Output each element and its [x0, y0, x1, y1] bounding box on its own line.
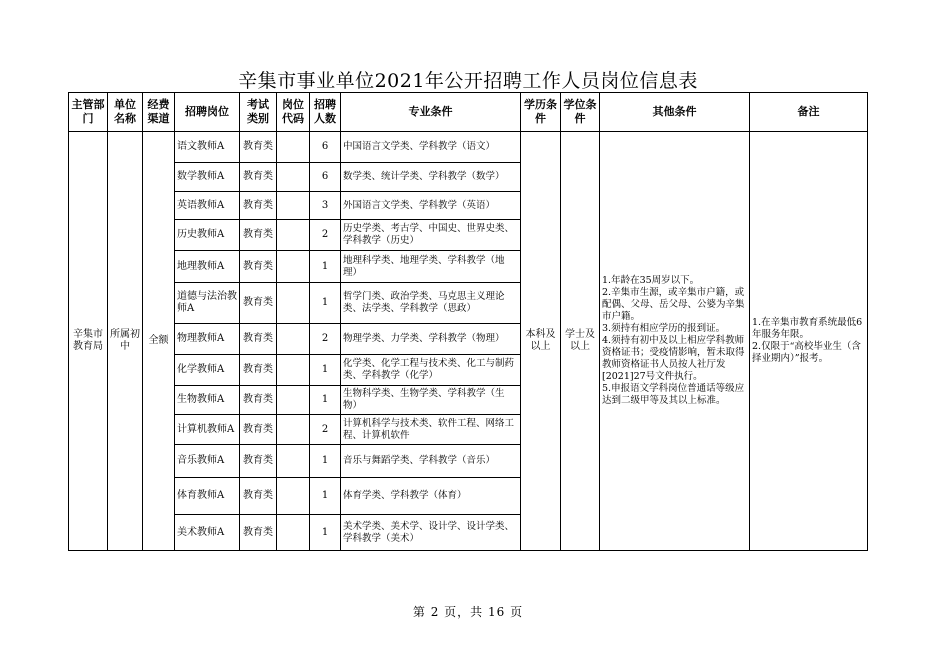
count-cell: 1 [310, 386, 341, 415]
code-cell [277, 192, 310, 220]
code-cell [277, 220, 310, 251]
exam-cell: 教育类 [240, 251, 277, 283]
exam-cell: 教育类 [240, 324, 277, 355]
edu-cell: 本科及以上 [521, 132, 561, 551]
post-cell: 化学教师A [175, 355, 240, 386]
header-post: 招聘岗位 [175, 93, 240, 132]
fund-cell: 全额 [143, 132, 175, 551]
post-cell: 数学教师A [175, 163, 240, 192]
note-cell: 1.在辛集市教育系统最低6年服务年限。 2.仅限于“高校毕业生（含择业期内）”报考。 [750, 132, 868, 551]
header-unit: 单位名称 [108, 93, 143, 132]
count-cell: 1 [310, 445, 341, 478]
dept-cell: 辛集市教育局 [69, 132, 108, 551]
count-cell: 1 [310, 283, 341, 324]
degree-cell: 学士及以上 [561, 132, 600, 551]
post-cell: 物理教师A [175, 324, 240, 355]
exam-cell: 教育类 [240, 445, 277, 478]
code-cell [277, 251, 310, 283]
code-cell [277, 478, 310, 515]
post-cell: 英语教师A [175, 192, 240, 220]
count-cell: 6 [310, 163, 341, 192]
table-row [69, 132, 868, 163]
count-cell: 1 [310, 515, 341, 551]
major-cell: 历史学类、考古学、中国史、世界史类、学科教学（历史） [341, 220, 521, 251]
header-dept: 主管部门 [69, 93, 108, 132]
count-cell: 1 [310, 251, 341, 283]
exam-cell: 教育类 [240, 132, 277, 163]
header-exam: 考试类别 [240, 93, 277, 132]
exam-cell: 教育类 [240, 220, 277, 251]
code-cell [277, 132, 310, 163]
count-cell: 1 [310, 355, 341, 386]
post-cell: 地理教师A [175, 251, 240, 283]
post-cell: 体育教师A [175, 478, 240, 515]
page-footer: 第 2 页，共 16 页 [412, 605, 524, 619]
header-code: 岗位代码 [277, 93, 310, 132]
unit-cell: 所属初中 [108, 132, 143, 551]
major-cell: 物理学类、力学类、学科教学（物理） [341, 324, 521, 355]
major-cell: 音乐与舞蹈学类、学科教学（音乐） [341, 445, 521, 478]
code-cell [277, 324, 310, 355]
exam-cell: 教育类 [240, 386, 277, 415]
major-cell: 哲学门类、政治学类、马克思主义理论类、法学类、学科教学（思政） [341, 283, 521, 324]
major-cell: 生物科学类、生物学类、学科教学（生物） [341, 386, 521, 415]
major-cell: 化学类、化学工程与技术类、化工与制药类、学科教学（化学） [341, 355, 521, 386]
post-cell: 生物教师A [175, 386, 240, 415]
exam-cell: 教育类 [240, 355, 277, 386]
major-cell: 数学类、统计学类、学科教学（数学） [341, 163, 521, 192]
exam-cell: 教育类 [240, 163, 277, 192]
post-cell: 语文教师A [175, 132, 240, 163]
code-cell [277, 355, 310, 386]
code-cell [277, 515, 310, 551]
count-cell: 2 [310, 415, 341, 445]
count-cell: 2 [310, 220, 341, 251]
code-cell [277, 415, 310, 445]
page-title: 辛集市事业单位2021年公开招聘工作人员岗位信息表 [238, 70, 698, 92]
header-edu: 学历条件 [521, 93, 561, 132]
positions-table [68, 92, 868, 551]
exam-cell: 教育类 [240, 515, 277, 551]
code-cell [277, 386, 310, 415]
code-cell [277, 283, 310, 324]
post-cell: 美术教师A [175, 515, 240, 551]
table-header-row [69, 93, 868, 132]
header-degree: 学位条件 [561, 93, 600, 132]
post-cell: 音乐教师A [175, 445, 240, 478]
header-count: 招聘人数 [310, 93, 341, 132]
count-cell: 3 [310, 192, 341, 220]
header-note: 备注 [750, 93, 868, 132]
exam-cell: 教育类 [240, 478, 277, 515]
exam-cell: 教育类 [240, 415, 277, 445]
post-cell: 历史教师A [175, 220, 240, 251]
count-cell: 1 [310, 478, 341, 515]
major-cell: 中国语言文学类、学科教学（语文） [341, 132, 521, 163]
count-cell: 6 [310, 132, 341, 163]
exam-cell: 教育类 [240, 192, 277, 220]
count-cell: 2 [310, 324, 341, 355]
post-cell: 道德与法治教师A [175, 283, 240, 324]
code-cell [277, 445, 310, 478]
exam-cell: 教育类 [240, 283, 277, 324]
code-cell [277, 163, 310, 192]
post-cell: 计算机教师A [175, 415, 240, 445]
header-other: 其他条件 [600, 93, 750, 132]
header-major: 专业条件 [341, 93, 521, 132]
major-cell: 体育学类、学科教学（体育） [341, 478, 521, 515]
major-cell: 计算机科学与技术类、软件工程、网络工程、计算机软件 [341, 415, 521, 445]
header-fund: 经费渠道 [143, 93, 175, 132]
major-cell: 外国语言文学类、学科教学（英语） [341, 192, 521, 220]
other-conditions-cell: 1.年龄在35周岁以下。 2.辛集市生源，或辛集市户籍，或配偶、父母、岳父母、公婆为辛集市户籍。 3.须持有相应学历的报到证。 4.须持有初中及以上相应学科教师资格证书；受疫情影响，暂未取得教师资格证书人员按人社厅发[2021]27号文件执行。 5.申报语文学科岗位普通话等级应达到二级甲等及其以上标准。 [600, 132, 750, 551]
major-cell: 地理科学类、地理学类、学科教学（地理） [341, 251, 521, 283]
major-cell: 美术学类、美术学、设计学、设计学类、学科教学（美术） [341, 515, 521, 551]
